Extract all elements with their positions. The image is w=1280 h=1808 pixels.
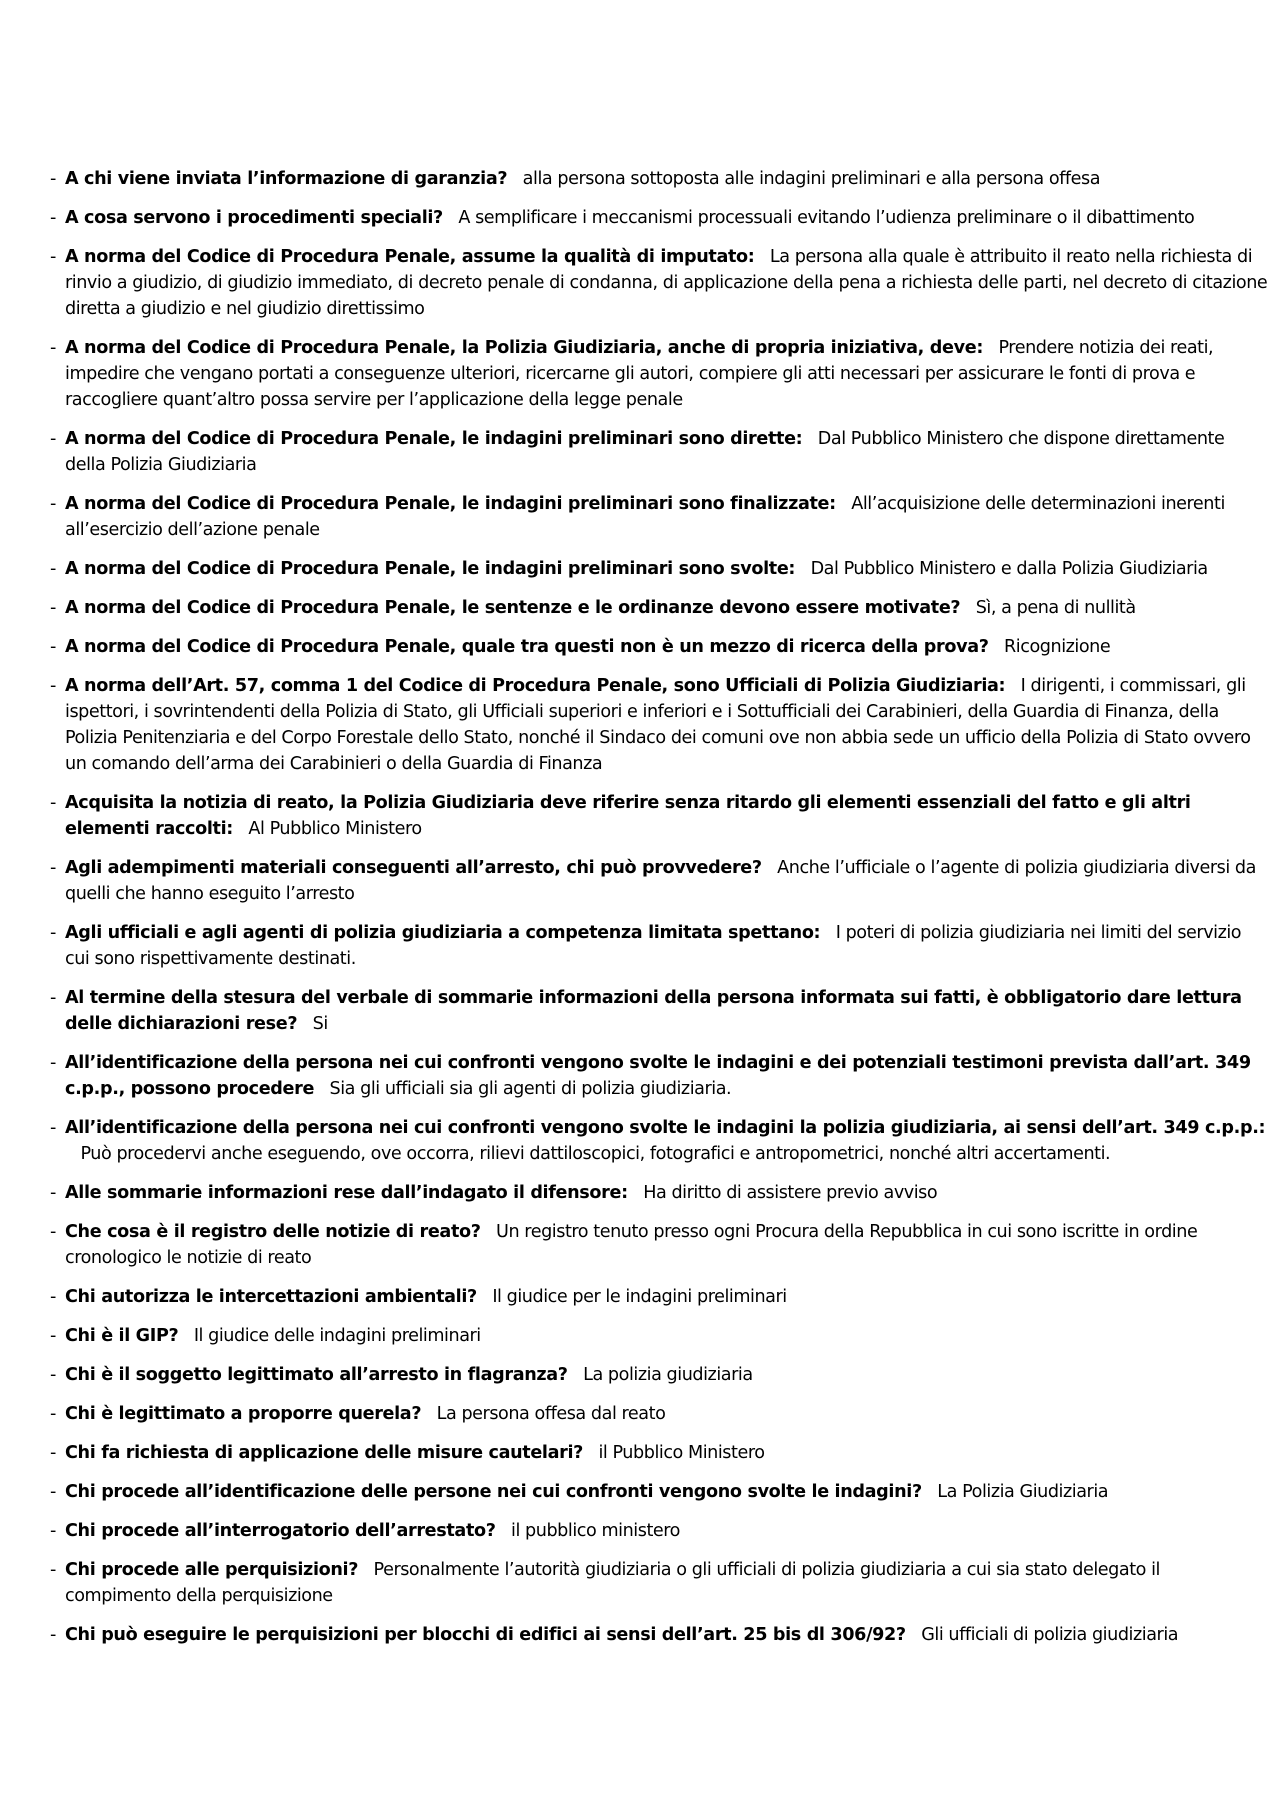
qa-list — [50, 166, 1268, 1648]
answer-text: La polizia giudiziaria — [583, 1365, 753, 1385]
list-item — [50, 1479, 1268, 1505]
question-text: Chi è legittimato a proporre querela? — [65, 1404, 422, 1424]
answer-text: Il giudice delle indagini preliminari — [193, 1326, 481, 1346]
answer-text: Il giudice per le indagini preliminari — [492, 1287, 787, 1307]
list-item — [50, 556, 1268, 582]
list-dash: - — [50, 1287, 56, 1307]
list-dash: - — [50, 1118, 56, 1138]
list-dash: - — [50, 1053, 56, 1073]
list-item — [50, 855, 1268, 907]
answer-text: Gli ufficiali di polizia giudiziaria — [921, 1625, 1179, 1645]
list-dash: - — [50, 1404, 56, 1424]
list-item — [50, 1518, 1268, 1544]
question-text: A norma del Codice di Procedura Penale, assume la qualità di imputato: — [65, 247, 755, 267]
list-item — [50, 1050, 1268, 1102]
list-item — [50, 1180, 1268, 1206]
list-item — [50, 1557, 1268, 1609]
list-item — [50, 335, 1268, 413]
question-text: All’identificazione della persona nei cui confronti vengono svolte le indagini la polizia giudiziaria, ai sensi dell’art. 349 c.p.p.: — [65, 1118, 1266, 1138]
list-dash: - — [50, 1521, 56, 1541]
question-text: All’identificazione della persona nei cui confronti vengono svolte le indagini e dei potenziali testimoni prevista dall’art. 349 c.p.p., possono procedere — [65, 1053, 1251, 1099]
question-text: Alle sommarie informazioni rese dall’indagato il difensore: — [65, 1183, 628, 1203]
list-dash: - — [50, 1482, 56, 1502]
question-text: A norma dell’Art. 57, comma 1 del Codice di Procedura Penale, sono Ufficiali di Polizia Giudiziaria: — [65, 676, 1006, 696]
list-item — [50, 426, 1268, 478]
question-text: A chi viene inviata l’informazione di garanzia? — [65, 169, 508, 189]
answer-text: La Polizia Giudiziaria — [937, 1482, 1109, 1502]
question-text: Che cosa è il registro delle notizie di reato? — [65, 1222, 481, 1242]
answer-text: Un registro tenuto presso ogni Procura della Repubblica in cui sono iscritte in ordine cronologico le notizie di reato — [65, 1222, 1198, 1268]
list-dash: - — [50, 1183, 56, 1203]
list-dash: - — [50, 858, 56, 878]
list-dash: - — [50, 1560, 56, 1580]
answer-text: il Pubblico Ministero — [598, 1443, 765, 1463]
question-text: Chi è il soggetto legittimato all’arresto in flagranza? — [65, 1365, 568, 1385]
answer-text: Prendere notizia dei reati, impedire che vengano portati a conseguenze ulteriori, ricercarne gli autori, compiere gli atti necessari per assicurare le fonti di prova e raccogliere quant’altro possa servire per l’applicazione della legge penale — [65, 338, 1214, 410]
list-dash: - — [50, 169, 56, 189]
list-dash: - — [50, 1625, 56, 1645]
answer-text: Sia gli ufficiali sia gli agenti di polizia giudiziaria. — [329, 1079, 732, 1099]
list-item — [50, 1440, 1268, 1466]
question-text: Agli adempimenti materiali conseguenti all’arresto, chi può provvedere? — [65, 858, 762, 878]
list-dash: - — [50, 598, 56, 618]
question-text: A norma del Codice di Procedura Penale, quale tra questi non è un mezzo di ricerca della prova? — [65, 637, 989, 657]
answer-text: Al Pubblico Ministero — [248, 819, 422, 839]
answer-text: I dirigenti, i commissari, gli ispettori, i sovrintendenti della Polizia di Stato, gli Ufficiali superiori e inferiori e i Sottufficiali dei Carabinieri, della Guardia di Finanza, della Polizia Penitenziaria e del Corpo Forestale dello Stato, nonché il Sindaco dei comuni ove non abbia sede un ufficio della Polizia di Stato ovvero un comando dell’arma dei Carabinieri o della Guardia di Finanza — [65, 676, 1251, 774]
answer-text: Personalmente l’autorità giudiziaria o gli ufficiali di polizia giudiziaria a cui sia stato delegato il compimento della perquisizione — [65, 1560, 1160, 1606]
answer-text: La persona alla quale è attribuito il reato nella richiesta di rinvio a giudizio, di giudizio immediato, di decreto penale di condanna, di applicazione della pena a richiesta delle parti, nel decreto di citazione diretta a giudizio e nel giudizio direttissimo — [65, 247, 1268, 319]
question-text: Chi fa richiesta di applicazione delle misure cautelari? — [65, 1443, 583, 1463]
list-item — [50, 244, 1268, 322]
answer-text: All’acquisizione delle determinazioni inerenti all’esercizio dell’azione penale — [65, 494, 1225, 540]
question-text: Chi procede alle perquisizioni? — [65, 1560, 359, 1580]
answer-text: A semplificare i meccanismi processuali evitando l’udienza preliminare o il dibattimento — [458, 208, 1195, 228]
list-dash: - — [50, 494, 56, 514]
list-item — [50, 1323, 1268, 1349]
list-dash: - — [50, 923, 56, 943]
question-text: A norma del Codice di Procedura Penale, le indagini preliminari sono dirette: — [65, 429, 803, 449]
list-item — [50, 595, 1268, 621]
list-item — [50, 491, 1268, 543]
answer-text: Anche l’ufficiale o l’agente di polizia giudiziaria diversi da quelli che hanno eseguito l’arresto — [65, 858, 1256, 904]
answer-text: alla persona sottoposta alle indagini preliminari e alla persona offesa — [522, 169, 1101, 189]
list-item — [50, 634, 1268, 660]
question-text: Chi è il GIP? — [65, 1326, 179, 1346]
question-text: Chi può eseguire le perquisizioni per blocchi di edifici ai sensi dell’art. 25 bis dl 306/92? — [65, 1625, 906, 1645]
question-text: Chi autorizza le intercettazioni ambientali? — [65, 1287, 477, 1307]
question-text: A norma del Codice di Procedura Penale, le indagini preliminari sono finalizzate: — [65, 494, 836, 514]
list-dash: - — [50, 247, 56, 267]
list-dash: - — [50, 637, 56, 657]
answer-text: il pubblico ministero — [511, 1521, 680, 1541]
list-item — [50, 1622, 1268, 1648]
list-dash: - — [50, 338, 56, 358]
question-text: Agli ufficiali e agli agenti di polizia giudiziaria a competenza limitata spettano: — [65, 923, 821, 943]
question-text: A norma del Codice di Procedura Penale, la Polizia Giudiziaria, anche di propria iniziativa, deve: — [65, 338, 984, 358]
list-dash: - — [50, 988, 56, 1008]
list-dash: - — [50, 1365, 56, 1385]
list-item — [50, 1362, 1268, 1388]
list-item — [50, 166, 1268, 192]
list-item — [50, 985, 1268, 1037]
question-text: Al termine della stesura del verbale di sommarie informazioni della persona informata sui fatti, è obbligatorio dare lettura delle dichiarazioni rese? — [65, 988, 1242, 1034]
list-item — [50, 205, 1268, 231]
answer-text: I poteri di polizia giudiziaria nei limiti del servizio cui sono rispettivamente destinati. — [65, 923, 1242, 969]
list-item — [50, 1219, 1268, 1271]
list-dash: - — [50, 429, 56, 449]
list-dash: - — [50, 208, 56, 228]
list-item — [50, 673, 1268, 777]
question-text: A cosa servono i procedimenti speciali? — [65, 208, 443, 228]
answer-text: Sì, a pena di nullità — [975, 598, 1136, 618]
list-dash: - — [50, 1222, 56, 1242]
list-item — [50, 920, 1268, 972]
list-dash: - — [50, 1443, 56, 1463]
list-item — [50, 1284, 1268, 1310]
list-dash: - — [50, 676, 56, 696]
answer-text: Può procedervi anche eseguendo, ove occorra, rilievi dattiloscopici, fotografici e antropometrici, nonché altri accertamenti. — [80, 1144, 1111, 1164]
question-text: Acquisita la notizia di reato, la Polizia Giudiziaria deve riferire senza ritardo gli elementi essenziali del fatto e gli altri elementi raccolti: — [65, 793, 1191, 839]
answer-text: Dal Pubblico Ministero e dalla Polizia Giudiziaria — [810, 559, 1208, 579]
question-text: Chi procede all’identificazione delle persone nei cui confronti vengono svolte le indagini? — [65, 1482, 922, 1502]
list-item — [50, 1401, 1268, 1427]
list-item — [50, 790, 1268, 842]
list-dash: - — [50, 793, 56, 813]
answer-text: Ricognizione — [1004, 637, 1111, 657]
question-text: A norma del Codice di Procedura Penale, le indagini preliminari sono svolte: — [65, 559, 796, 579]
answer-text: La persona offesa dal reato — [436, 1404, 666, 1424]
question-text: Chi procede all’interrogatorio dell’arrestato? — [65, 1521, 496, 1541]
list-dash: - — [50, 1326, 56, 1346]
answer-text: Dal Pubblico Ministero che dispone direttamente della Polizia Giudiziaria — [65, 429, 1225, 475]
list-item — [50, 1115, 1268, 1167]
answer-text: Ha diritto di assistere previo avviso — [643, 1183, 938, 1203]
answer-text: Si — [312, 1014, 328, 1034]
question-text: A norma del Codice di Procedura Penale, le sentenze e le ordinanze devono essere motivate? — [65, 598, 961, 618]
list-dash: - — [50, 559, 56, 579]
document-page — [50, 166, 1268, 1661]
